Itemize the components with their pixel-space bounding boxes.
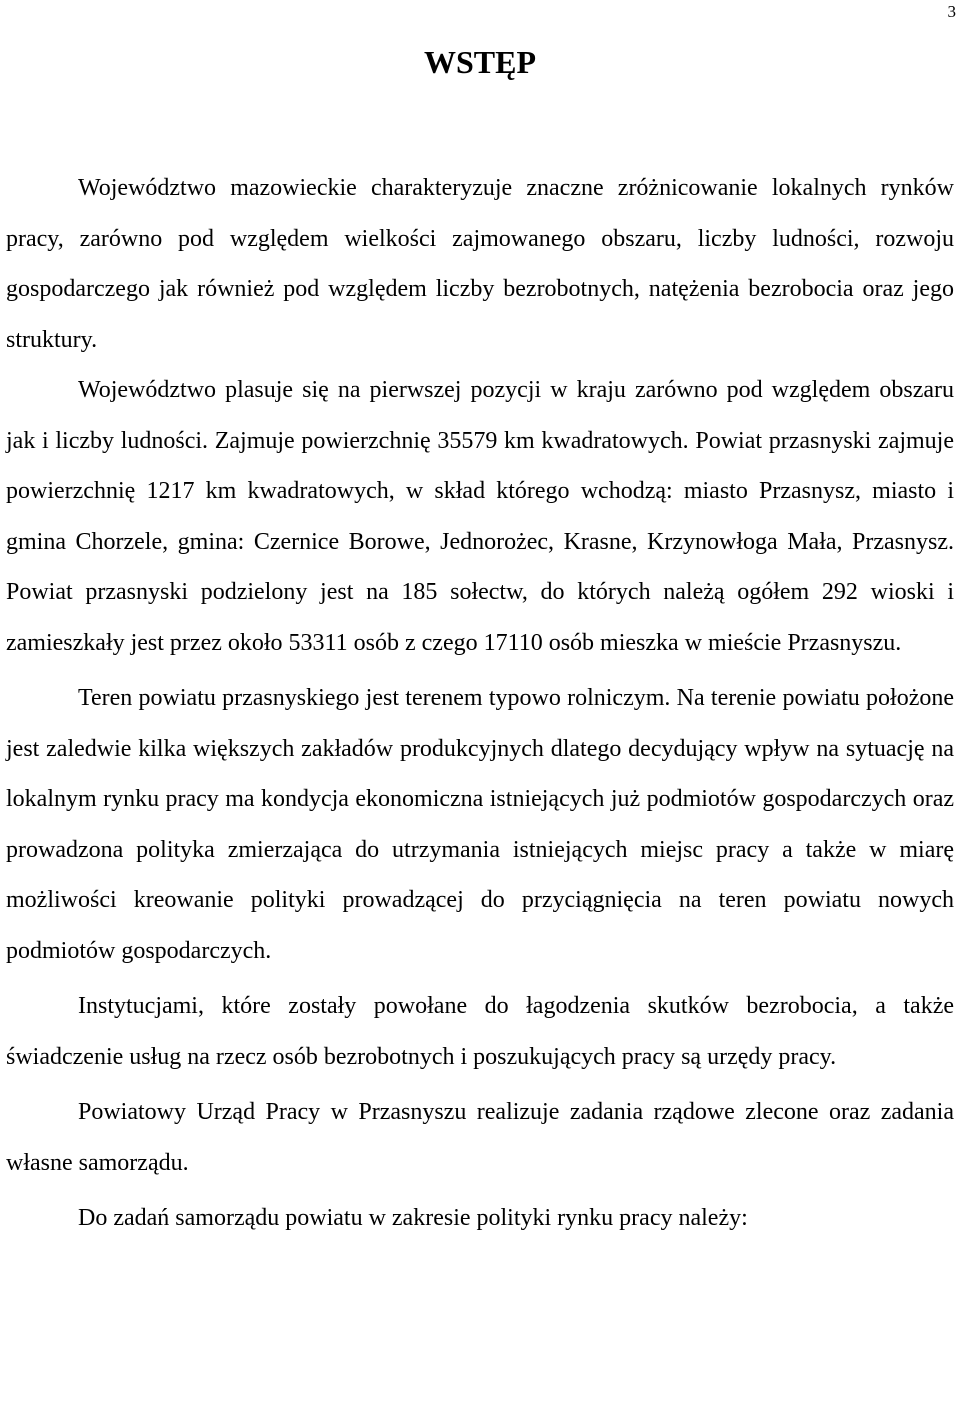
paragraph-5: Powiatowy Urząd Pracy w Przasnyszu realizuje zadania rządowe zlecone oraz zadania własne samorządu.: [6, 1099, 954, 1176]
paragraph-1: Województwo mazowieckie charakteryzuje znaczne zróżnicowanie lokalnych rynków pracy, zarówno pod względem wielkości zajmowanego obszaru, liczby ludności, rozwoju gospodarczego jak również pod względem liczby bezrobotnych, natężenia bezrobocia oraz jego struktury.: [6, 175, 954, 353]
page-number: 3: [947, 2, 956, 21]
paragraph-6: Do zadań samorządu powiatu w zakresie polityki rynku pracy należy:: [78, 1205, 748, 1231]
document-body: [6, 163, 954, 1244]
paragraph-3: Teren powiatu przasnyskiego jest terenem typowo rolniczym. Na terenie powiatu położone jest zaledwie kilka większych zakładów produkcyjnych dlatego decydujący wpływ na sytuację na lokalnym rynku pracy ma kondycja ekonomiczna istniejących już podmiotów gospodarczych oraz prowadzona polityka zmierzająca do utrzymania istniejących miejsc pracy a także w miarę możliwości kreowanie polityki prowadzącej do przyciągnięcia na teren powiatu nowych podmiotów gospodarczych.: [6, 685, 954, 964]
paragraph-2: Województwo plasuje się na pierwszej pozycji w kraju zarówno pod względem obszaru jak i liczby ludności. Zajmuje powierzchnię 35579 km kwadratowych. Powiat przasnyski zajmuje powierzchnię 1217 km kwadratowych, w skład którego wchodzą: miasto Przasnysz, miasto i gmina Chorzele, gmina: Czernice Borowe, Jednorożec, Krasne, Krzynowłoga Mała, Przasnysz. Powiat przasnyski podzielony jest na 185 sołectw, do których należą ogółem 292 wioski i zamieszkały jest przez około 53311 osób z czego 17110 osób mieszka w mieście Przasnyszu.: [6, 377, 954, 656]
paragraph-4: Instytucjami, które zostały powołane do łagodzenia skutków bezrobocia, a także świadczenie usług na rzecz osób bezrobotnych i poszukujących pracy są urzędy pracy.: [6, 993, 954, 1070]
page-title: WSTĘP: [423, 44, 537, 80]
